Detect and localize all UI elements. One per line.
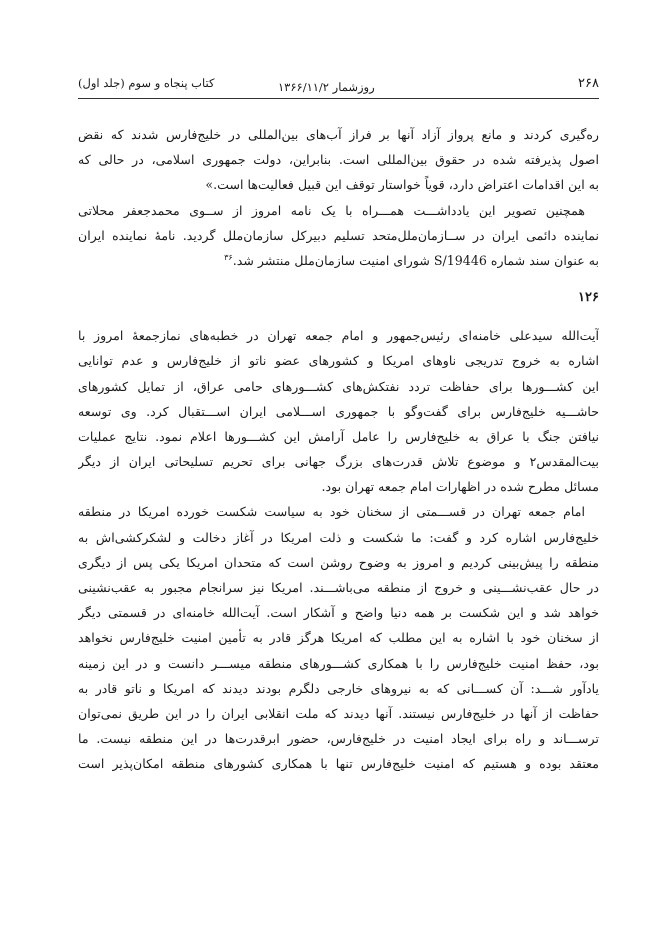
text-line: معتقد بوده و هستیم که امنیت خلیج‌فارس تنها با همکاری کشورهای منطقه امکان‌پذیر است [78, 756, 599, 772]
running-header [78, 76, 599, 98]
text-line: خواهد شد و این شکست بر همه دنیا واضح و آشکار است. آیت‌الله خامنه‌ای در قسمتی دیگر [78, 605, 599, 621]
text-line: در حال عقب‌نشـــینی و خروج از منطقه می‌باشـــند. امریکا نیز سرانجام مجبور به عقب‌نشینی [78, 580, 599, 595]
text-line: بود، حفظ امنیت خلیج‌فارس را با همکاری کشـــورهای منطقه میســـر دانست و در این زمینه [78, 655, 599, 671]
text-line: بیت‌المقدس۲ و موضوع تلاش قدرت‌های بزرگ جهانی برای تحریم تسلیحاتی ایران از دیگر [78, 454, 599, 470]
text-line: حفاظت از آنها در خلیج‌فارس نیستند. آنها دیدند که ملت انقلابی ایران را در این طریق نمی‌توان [78, 705, 599, 721]
text-line: اصول پذیرفته شده در حقوق بین‌المللی است. بنابراین، دولت جمهوری اسلامی، در حالی که [78, 152, 599, 168]
text-line: امام جمعه تهران در قســـمتی از سخنان خود به سیاست شکست خورده امریکا در منطقه [78, 504, 585, 520]
text-line: از سخنان خود با اشاره به این مطلب که امریکا هرگز قادر به تأمین امنیت خلیج‌فارس نخواهد [78, 630, 599, 646]
header-date: روزشمار ۱۳۶۶/۱۱/۲ [278, 80, 375, 94]
text-line: همچنین تصویر این یادداشـــت همـــراه با یک نامه امروز از ســوی محمدجعفر محلاتی [78, 202, 585, 218]
header-rule [78, 98, 599, 99]
text-line: نیافتن جنگ با عراق به خلیج‌فارس را عامل آرامش این کشـــورها اعلام نمود. نتایج عملیات [78, 428, 599, 444]
document-body [78, 122, 599, 777]
text-line: نماینده دائمی ایران در ســازمان‌ملل‌متحد تسلیم دبیرکل سازمان‌ملل گردید. نامهٔ نماینده ایران [78, 227, 599, 243]
paragraph [78, 198, 599, 274]
text-line: به این اقدامات اعتراض دارد، قویاً خواستار توقف این قبیل فعالیت‌ها است.» [205, 177, 599, 193]
text-line: حاشـــیه خلیج‌فارس برای گفت‌وگو با جمهوری اســـلامی ایران اســـتقبال کرد. وی توسعه [78, 403, 599, 419]
text-line-content: به عنوان سند شماره S/19446 شورای امنیت سازمان‌ملل منتشر شد. [232, 252, 599, 268]
text-line: این کشـــورها برای حفاظت تردد نفتکش‌های کشـــورهای حامی عراق، از تمایل کشورهای [78, 378, 599, 394]
book-title: کتاب پنجاه و سوم (جلد اول) [78, 76, 215, 90]
text-line: یادآور شـــد: آن کســـانی که به نیروهای خارجی دلگرم بودند دیدند که امریکا و ناتو قادر به [78, 680, 599, 696]
text-line: اشاره به خروج تدریجی ناوهای امریکا و کشورهای عضو ناتو از خلیج‌فارس و عدم توانایی [78, 353, 599, 369]
paragraph [78, 499, 599, 776]
footnote-ref: ۳۶ [224, 252, 233, 262]
paragraph [78, 323, 599, 499]
text-line [78, 248, 599, 273]
text-line: ره‌گیری کردند و مانع پرواز آزاد آنها بر فراز آب‌های بین‌المللی در خلیج‌فارس شدند که نقض [78, 127, 599, 142]
text-line: ترســـاند و راه برای ایجاد امنیت در خلیج‌فارس، حضور ابرقدرت‌ها در این منطقه نیست. ما [78, 731, 599, 747]
page-number: ۲۶۸ [578, 76, 599, 91]
entry-number: ۱۲۶ [578, 290, 599, 306]
text-line: خلیج‌فارس اشاره کرد و گفت: ما شکست و ذلت امریکا در آغاز دخالت و لشکرکشی‌اش به [78, 529, 599, 545]
text-line: آیت‌الله سیدعلی خامنه‌ای رئیس‌جمهور و امام جمعه تهران در خطبه‌های نمازجمعهٔ امروز با [78, 328, 599, 344]
paragraph [78, 122, 599, 198]
text-line: منطقه را پیش‌بینی کردیم و امروز به وضوح روشن است که متحدان امریکا یکی پس از دیگری [78, 554, 599, 570]
text-line: مسائل مطرح شده در اظهارات امام جمعه تهران بود. [321, 479, 599, 495]
